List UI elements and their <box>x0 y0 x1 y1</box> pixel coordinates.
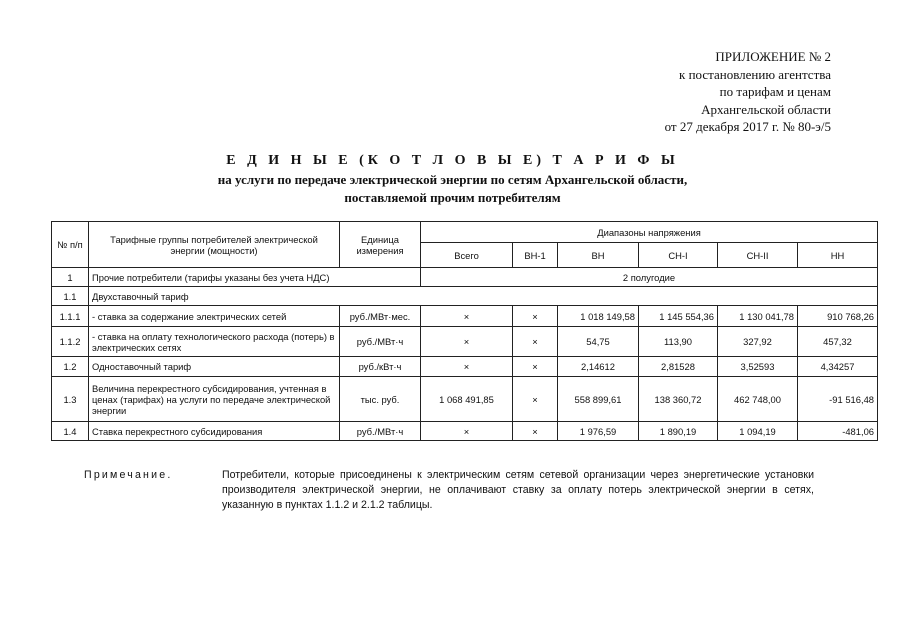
document-subtitle: на услуги по передаче электрической энергии по сетям Архангельской области, <box>217 172 688 187</box>
cell-value: 462 748,00 <box>718 377 798 422</box>
table-row <box>52 327 878 357</box>
header-col: ВН <box>558 243 639 268</box>
row-name: - ставка за содержание электрических сетей <box>89 306 340 327</box>
cell-value: -481,06 <box>798 422 878 441</box>
table-row <box>52 268 878 287</box>
header-col: СН-I <box>639 243 718 268</box>
header-unit: Единица измерения <box>340 222 421 268</box>
table-row <box>52 422 878 441</box>
header-col: СН-II <box>718 243 798 268</box>
cell-value: 1 976,59 <box>558 422 639 441</box>
row-name: - ставка на оплату технологического расхода (потерь) в электрических сетях <box>89 327 340 357</box>
cell-value: 1 130 041,78 <box>718 306 798 327</box>
cell-value: 558 899,61 <box>558 377 639 422</box>
row-name: Ставка перекрестного субсидирования <box>89 422 340 441</box>
header-num: № п/п <box>52 222 89 268</box>
appendix-line: к постановлению агентства <box>679 66 831 82</box>
appendix-line: по тарифам и ценам <box>719 84 831 99</box>
row-unit: тыс. руб. <box>340 377 421 422</box>
row-name: Величина перекрестного субсидирования, учтенная в ценах (тарифах) на услуги по передаче электрической энергии <box>89 377 340 422</box>
footnote <box>84 468 814 513</box>
cell-value: × <box>421 306 513 327</box>
cell-value: 457,32 <box>798 327 878 357</box>
table-row <box>52 306 878 327</box>
appendix-header <box>511 48 831 136</box>
table-row <box>52 357 878 377</box>
cell-value: 1 018 149,58 <box>558 306 639 327</box>
cell-value: × <box>513 306 558 327</box>
row-unit: руб./МВт·мес. <box>340 306 421 327</box>
header-col: НН <box>798 243 878 268</box>
cell-value: × <box>421 327 513 357</box>
cell-value: 3,52593 <box>718 357 798 377</box>
appendix-line: от 27 декабря 2017 г. № 80-э/5 <box>664 119 831 134</box>
appendix-line: ПРИЛОЖЕНИЕ № 2 <box>715 49 831 64</box>
cell-value: 4,34257 <box>798 357 878 377</box>
row-num: 1.3 <box>52 377 89 422</box>
cell-value: × <box>513 422 558 441</box>
cell-value: 1 068 491,85 <box>421 377 513 422</box>
cell-value: 1 145 554,36 <box>639 306 718 327</box>
row-name: Одноставочный тариф <box>89 357 340 377</box>
row-num: 1.1.2 <box>52 327 89 357</box>
appendix-line: Архангельской области <box>701 101 831 117</box>
cell-value: 2,81528 <box>639 357 718 377</box>
cell-value: 1 094,19 <box>718 422 798 441</box>
document-title: Е Д И Н Ы Е (К О Т Л О В Ы Е) Т А Р И Ф Ы <box>226 153 679 168</box>
header-col: Всего <box>421 243 513 268</box>
cell-value: 138 360,72 <box>639 377 718 422</box>
row-unit: руб./МВт·ч <box>340 327 421 357</box>
header-col: ВН-1 <box>513 243 558 268</box>
note-text: Потребители, которые присоединены к электрическим сетям сетевой организации через энергетические установки производителя электрической энергии, не оплачивают ставку за оплату потерь электрической энергии в сетях, указанную в пунктах 1.1.2 и 2.1.2 таблицы. <box>222 469 814 511</box>
table-row <box>52 377 878 422</box>
document-subtitle: поставляемой прочим потребителям <box>344 190 561 205</box>
note-label: Примечание. <box>84 469 173 481</box>
cell-value: 1 890,19 <box>639 422 718 441</box>
row-num: 1.1 <box>52 287 89 306</box>
header-group: Тарифные группы потребителей электрической энергии (мощности) <box>89 222 340 268</box>
header-ranges: Диапазоны напряжения <box>421 222 878 243</box>
tariff-table <box>51 221 878 441</box>
row-num: 1.1.1 <box>52 306 89 327</box>
row-num: 1 <box>52 268 89 287</box>
cell-value: -91 516,48 <box>798 377 878 422</box>
row-name: Двухставочный тариф <box>89 287 878 306</box>
cell-value: 54,75 <box>558 327 639 357</box>
cell-value: × <box>513 357 558 377</box>
period-label: 2 полугодие <box>421 268 878 287</box>
row-unit: руб./МВт·ч <box>340 422 421 441</box>
cell-value: × <box>513 377 558 422</box>
cell-value: 910 768,26 <box>798 306 878 327</box>
cell-value: 113,90 <box>639 327 718 357</box>
cell-value: × <box>421 357 513 377</box>
row-name: Прочие потребители (тарифы указаны без учета НДС) <box>89 268 421 287</box>
cell-value: 327,92 <box>718 327 798 357</box>
row-unit: руб./кВт·ч <box>340 357 421 377</box>
cell-value: × <box>421 422 513 441</box>
row-num: 1.2 <box>52 357 89 377</box>
cell-value: 2,14612 <box>558 357 639 377</box>
cell-value: × <box>513 327 558 357</box>
table-row <box>52 287 878 306</box>
row-num: 1.4 <box>52 422 89 441</box>
